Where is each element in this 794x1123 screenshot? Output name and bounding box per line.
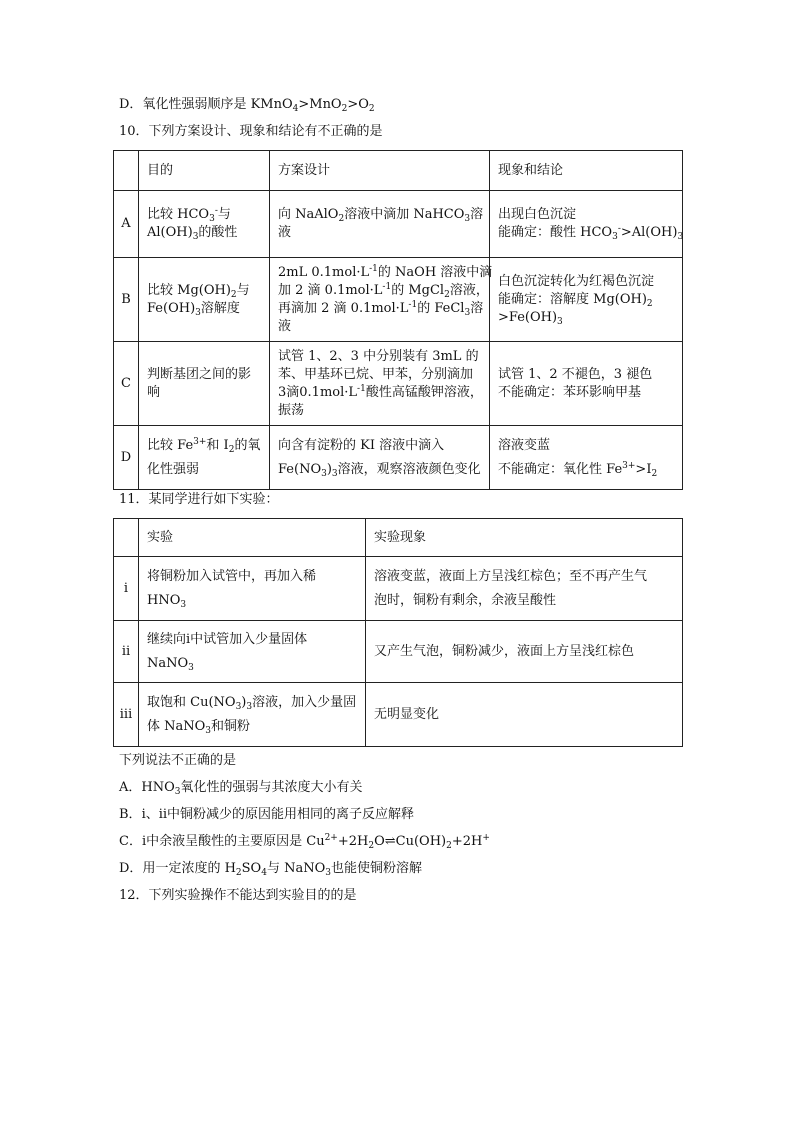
purpose-cell: 判断基团之间的影 响: [139, 342, 270, 426]
row-label: C: [114, 342, 139, 426]
q11-option-d: D．用一定浓度的 $H_2SO_4$与 NaNO$_3$也能使铜粉溶解: [119, 861, 423, 878]
q11-option-a: A．$HNO_3$氧化性的强弱与其浓度大小有关: [119, 780, 363, 797]
result-cell: 白色沉淀转化为红褐色沉淀 能确定：溶解度 $Mg(OH)_2$ $>Fe(OH)_3$: [490, 258, 683, 342]
q11-header-row: [114, 519, 683, 557]
experiment-cell: 将铜粉加入试管中，再加入稀 $HNO_3$: [139, 557, 366, 621]
q11-table: [113, 518, 683, 747]
purpose-cell: 比较 $Fe^{3+}$和 $I_2$的氧 化性强弱: [139, 426, 270, 490]
q11-row-i: [114, 557, 683, 621]
row-label: B: [114, 258, 139, 342]
experiment-cell: 取饱和 $Cu(NO_3)_3$溶液，加入少量固 体 NaNO$_3$和铜粉: [139, 683, 366, 747]
observation-cell: 溶液变蓝，液面上方呈浅红棕色；至不再产生气 泡时，铜粉有剩余，余液呈酸性: [366, 557, 683, 621]
purpose-cell: 比较 $HCO_3^-$与 $Al(OH)_3$的酸性: [139, 191, 270, 258]
observation-cell: 又产生气泡，铜粉减少，液面上方呈浅红棕色: [366, 621, 683, 683]
row-label: ⅲ: [114, 683, 139, 747]
q10-header-row: [114, 151, 683, 191]
result-cell: 试管 1、2 不褪色，3 褪色 不能确定：苯环影响甲基: [490, 342, 683, 426]
q10-row-a: [114, 191, 683, 258]
row-label: A: [114, 191, 139, 258]
q10-table: [113, 150, 683, 490]
q11-option-b: B．ⅰ、ⅱ中铜粉减少的原因能用相同的离子反应解释: [119, 807, 415, 822]
row-label: D: [114, 426, 139, 490]
q10-stem: 10．下列方案设计、现象和结论有不正确的是: [119, 124, 383, 139]
q11-header-blank: [114, 519, 139, 557]
observation-cell: 无明显变化: [366, 683, 683, 747]
q11-option-c: C．ⅰ中余液呈酸性的主要原因是 $Cu^{2+}+2H_2O\rightleftharpoons Cu(OH)_2+2H^+$: [119, 833, 490, 851]
q10-header-design: 方案设计: [270, 151, 490, 191]
result-cell: 溶液变蓝 不能确定：氧化性 $Fe^{3+}>I_2$: [490, 426, 683, 490]
q10-row-b: [114, 258, 683, 342]
q12-stem: 12．下列实验操作不能达到实验目的的是: [119, 888, 357, 903]
q11-row-iii: [114, 683, 683, 747]
row-label: ⅰ: [114, 557, 139, 621]
q11-row-ii: [114, 621, 683, 683]
q10-header-purpose: 目的: [139, 151, 270, 191]
q10-header-result: 现象和结论: [490, 151, 683, 191]
q11-stem: 11．某同学进行如下实验：: [119, 492, 279, 507]
design-cell: 试管 1、2、3 中分别装有 3mL 的 苯、甲基环已烷、甲苯，分别滴加 3滴$0.1mol\cdot L^{-1}$酸性高锰酸钾溶液， 振荡: [270, 342, 490, 426]
design-cell: 2mL $0.1mol\cdot L^{-1}$的 NaOH 溶液中滴 加 2 滴 $0.1mol\cdot L^{-1}$的 MgCl$_2$溶液， 再滴加 2 滴 $0.1mol\cdot L^{-1}$的 FeCl$_3$溶 液: [270, 258, 490, 342]
design-cell: 向 NaAlO$_2$溶液中滴加 NaHCO$_3$溶 液: [270, 191, 490, 258]
q11-prompt: 下列说法不正确的是: [119, 753, 237, 768]
q10-row-d: [114, 426, 683, 490]
q9-option-d: D．氧化性强弱顺序是 $KMnO_4>MnO_2>O_2$: [119, 97, 375, 114]
result-cell: 出现白色沉淀 能确定：酸性 $HCO_3^->Al(OH)_3$: [490, 191, 683, 258]
design-cell: 向含有淀粉的 KI 溶液中滴入 $Fe(NO_3)_3$溶液，观察溶液颜色变化: [270, 426, 490, 490]
q11-header-observation: 实验现象: [366, 519, 683, 557]
q10-row-c: [114, 342, 683, 426]
q11-header-experiment: 实验: [139, 519, 366, 557]
experiment-cell: 继续向ⅰ中试管加入少量固体 NaNO$_3$: [139, 621, 366, 683]
purpose-cell: 比较 $Mg(OH)_2$与 $Fe(OH)_3$溶解度: [139, 258, 270, 342]
q10-header-blank: [114, 151, 139, 191]
row-label: ⅱ: [114, 621, 139, 683]
